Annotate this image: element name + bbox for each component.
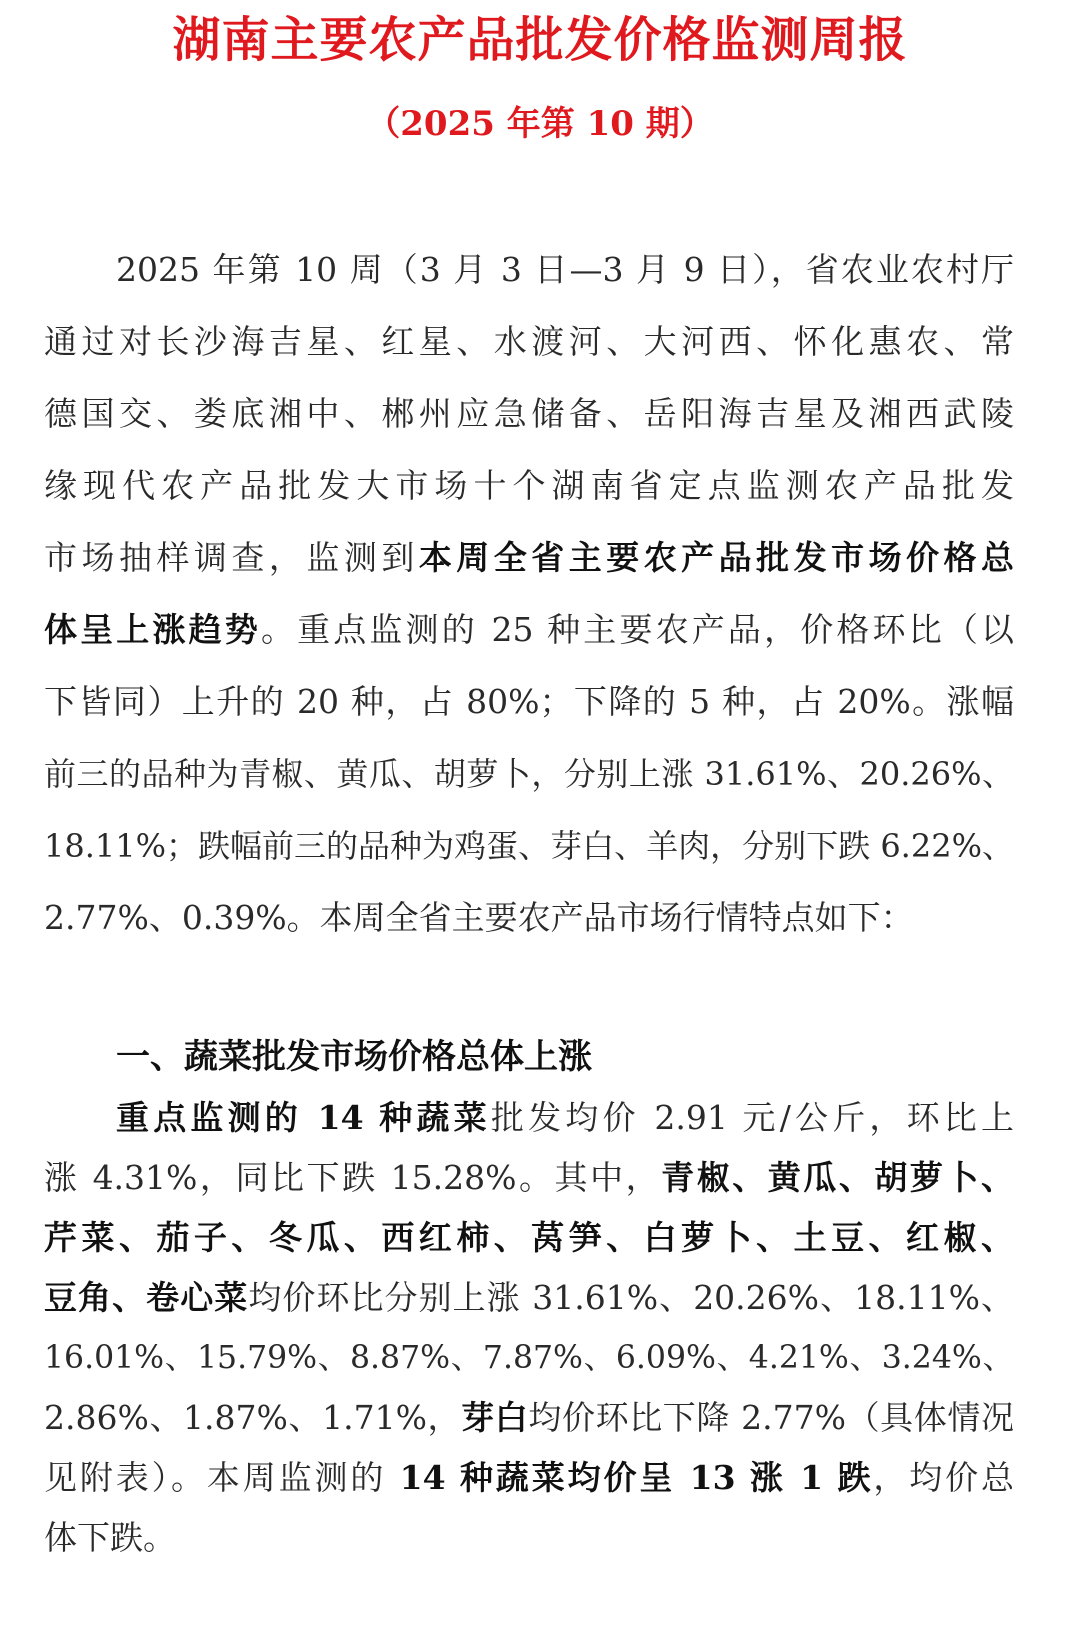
intro-line [44,536,1014,580]
veg-text: ，均价总 [873,1458,1014,1497]
section-heading-vegetables: 一、蔬菜批发市场价格总体上涨 [116,1037,592,1077]
intro-text: 。重点监测的 25 种主要农产品，价格环比（以 [260,610,1014,649]
veg-line [44,1456,1014,1500]
veg-text: 批发均价 2.91 元/公斤，环比上 [490,1098,1014,1137]
intro-line: 缘现代农产品批发大市场十个湖南省定点监测农产品批发 [44,466,1014,505]
veg-highlight: 青椒、黄瓜、胡萝卜、 [661,1158,1014,1197]
veg-line [44,1276,1014,1320]
report-title: 湖南主要农产品批发价格监测周报 [172,12,908,68]
veg-line [44,1396,1014,1440]
issue-number: （2025 年第 10 期） [366,104,714,144]
veg-text: 见附表）。本周监测的 [44,1458,400,1497]
intro-line: 2025 年第 10 周（3 月 3 日—3 月 9 日），省农业农村厅 [116,250,1014,289]
veg-text: 2.86%、1.87%、1.71%， [44,1398,462,1437]
veg-line: 芹菜、茄子、冬瓜、西红柿、莴笋、白萝卜、土豆、红椒、 [44,1218,1014,1257]
veg-highlight: 豆角、卷心菜 [44,1278,249,1317]
veg-highlight: 重点监测的 14 种蔬菜 [116,1098,491,1137]
veg-highlight: 14 种蔬菜均价呈 13 涨 1 跌 [399,1458,874,1497]
intro-line: 2.77%、0.39%。本周全省主要农产品市场行情特点如下： [44,898,914,937]
veg-text: 均价环比下降 2.77%（具体情况 [528,1398,1014,1437]
intro-line: 18.11%；跌幅前三的品种为鸡蛋、芽白、羊肉，分别下跌 6.22%、 [44,827,1014,865]
veg-line: 体下跌。 [44,1518,176,1557]
intro-line: 前三的品种为青椒、黄瓜、胡萝卜，分别上涨 31.61%、20.26%、 [44,755,1014,793]
veg-line [44,1156,1014,1200]
intro-line [44,608,1014,652]
veg-text: 涨 4.31%，同比下跌 15.28%。其中， [44,1158,662,1197]
veg-text: 均价环比分别上涨 31.61%、20.26%、18.11%、 [248,1278,1014,1317]
intro-text: 市场抽样调查，监测到 [44,538,419,577]
veg-highlight: 芽白 [461,1398,529,1437]
intro-highlight: 本周全省主要农产品批发市场价格总 [418,538,1014,577]
intro-highlight: 体呈上涨趋势 [44,610,261,649]
intro-line: 通过对长沙海吉星、红星、水渡河、大河西、怀化惠农、常 [44,322,1014,361]
veg-line [116,1096,1014,1140]
intro-line: 德国交、娄底湘中、郴州应急储备、岳阳海吉星及湘西武陵 [44,394,1014,433]
intro-line: 下皆同）上升的 20 种，占 80%；下降的 5 种，占 20%。涨幅 [44,682,1014,721]
veg-line: 16.01%、15.79%、8.87%、7.87%、6.09%、4.21%、3.24%、 [44,1340,1014,1376]
